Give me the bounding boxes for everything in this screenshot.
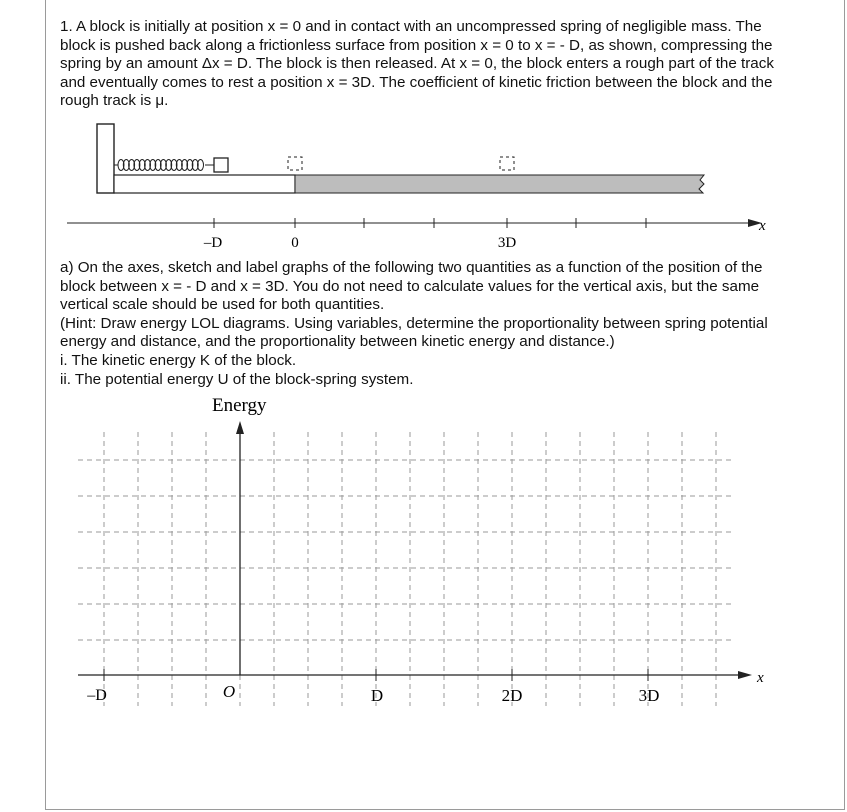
tick-label-3d: 3D bbox=[497, 235, 517, 251]
graph-tick-d: D bbox=[370, 686, 384, 705]
block-at-minus-d bbox=[214, 158, 228, 172]
part-a-instructions bbox=[60, 259, 785, 389]
graph-tick-3d: 3D bbox=[638, 686, 660, 705]
part-a-intro: a) On the axes, sketch and label graphs of the following two quantities as a function of the position of the block between x = - D and x = 3D. You do not need to calculate values for the vertical axis, but the same vertical scale should be used for both quantities. bbox=[60, 259, 763, 314]
graph-tick-minus-d: –D bbox=[87, 687, 107, 704]
problem-text: 1. A block is initially at position x = 0 and in contact with an uncompressed spring of negligible mass. The block is pushed back along a frictionless surface from position x = 0 to x = - D, as shown, compressing the spring by an amount Δx = D. The block is then released. At x = 0, the block enters a rough part of the track and eventually comes to rest a position x = 3D. The coefficient of kinetic friction between the block and the rough track is μ. bbox=[60, 18, 774, 110]
part-a-hint: (Hint: Draw energy LOL diagrams. Using variables, determine the proportionality between spring potential energy and distance, and the proportionality between kinetic energy and distance.) bbox=[60, 314, 768, 351]
tick-label-minus-d: –D bbox=[203, 235, 223, 251]
position-axis-label: x bbox=[759, 218, 766, 234]
wall bbox=[97, 124, 114, 193]
energy-axis-arrow bbox=[236, 421, 244, 434]
block-outline-at-0 bbox=[288, 157, 302, 170]
part-a-item-ii: ii. The potential energy U of the block-spring system. bbox=[60, 370, 414, 388]
graph-tick-2d: 2D bbox=[501, 686, 523, 705]
block-outline-at-3d bbox=[500, 157, 514, 170]
frictionless-surface bbox=[114, 175, 295, 193]
energy-axis-label: Energy bbox=[212, 395, 267, 416]
spring-block-figure bbox=[0, 0, 847, 260]
part-a-item-i: i. The kinetic energy K of the block. bbox=[60, 351, 297, 369]
graph-origin-label: O bbox=[222, 682, 236, 701]
graph-x-axis-arrow bbox=[738, 671, 752, 679]
dashed-grid bbox=[78, 432, 735, 706]
energy-graph bbox=[0, 390, 847, 720]
spring bbox=[114, 160, 214, 171]
graph-x-axis-label: x bbox=[757, 670, 764, 686]
rough-track bbox=[295, 175, 704, 193]
tick-label-zero: 0 bbox=[291, 235, 299, 251]
